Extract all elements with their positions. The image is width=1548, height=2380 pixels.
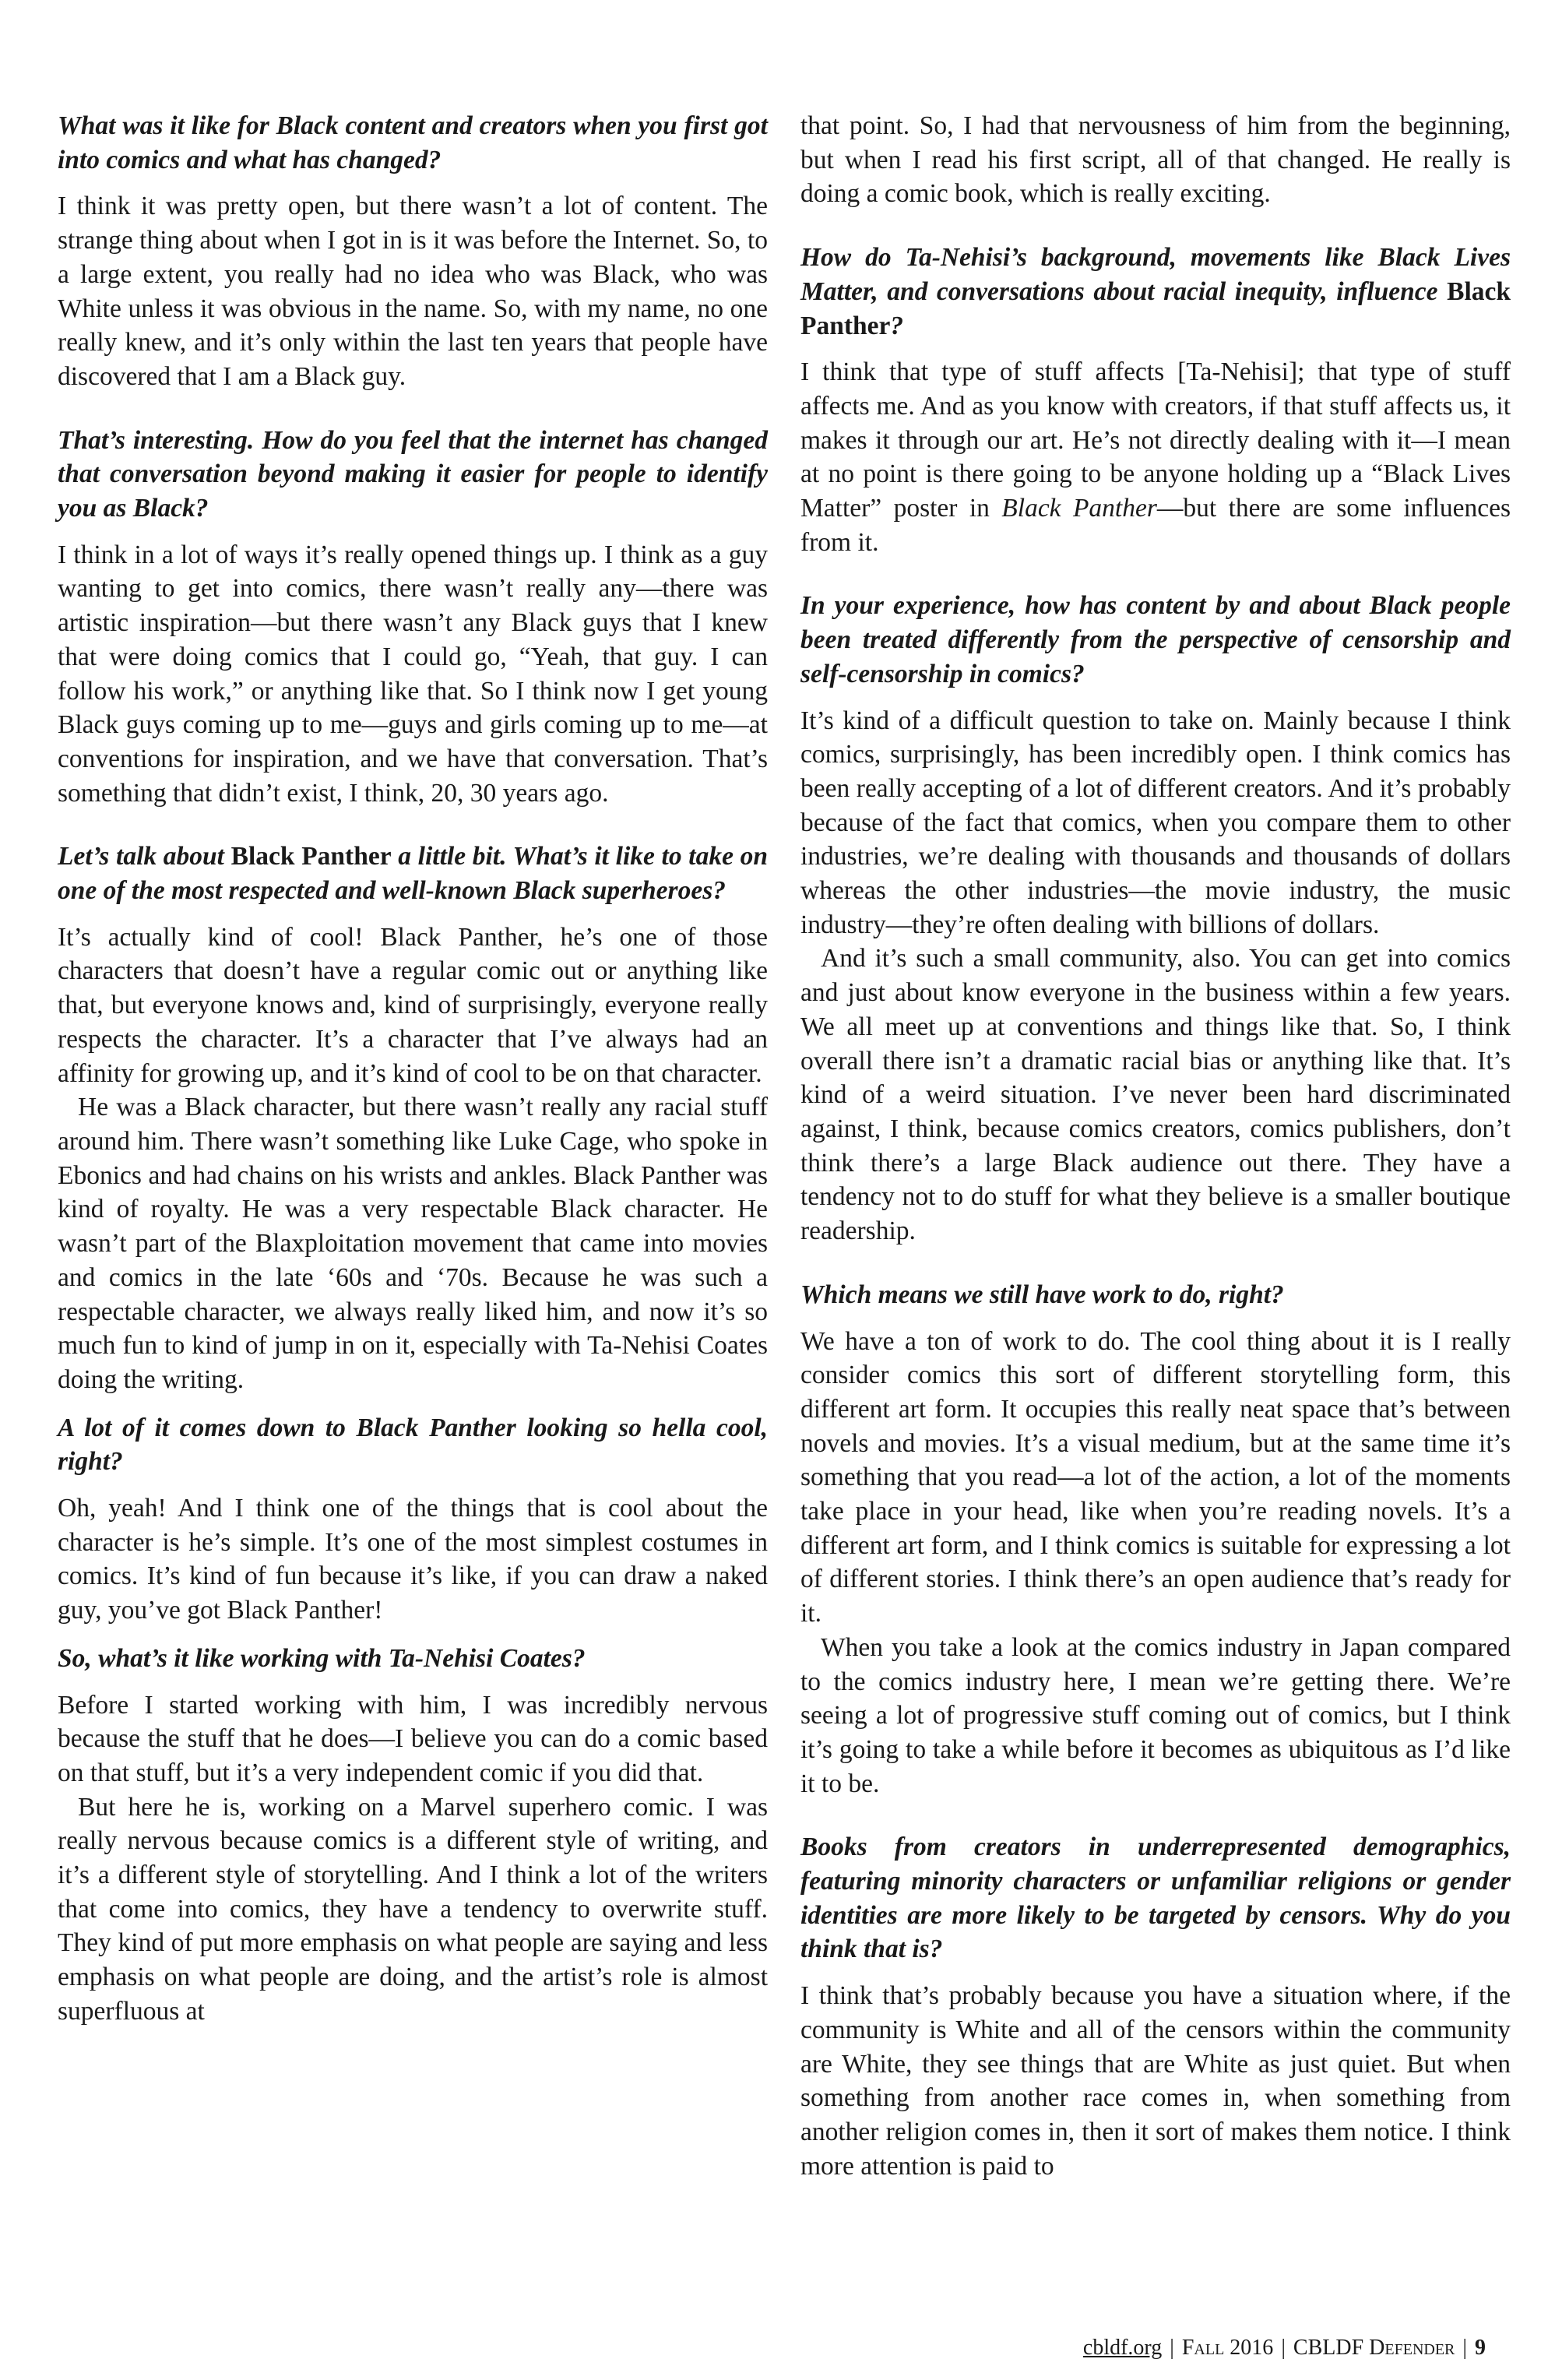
- question: [800, 241, 1511, 343]
- question: [58, 840, 768, 907]
- question: In your experience, how has content by and about Black people been treated differently from the perspective of censorship and self-censorship in comics?: [800, 591, 1511, 688]
- comic-title: Black Panther: [800, 276, 1511, 340]
- question-text: How do Ta-Nehisi’s background, movements like Black Lives Matter, and conversations about racial inequity, influence: [800, 243, 1511, 306]
- question: Which means we still have work to do, right?: [800, 1280, 1284, 1309]
- answer-paragraph: I think in a lot of ways it’s really opened things up. I think as a guy wanting to get into comics, there wasn’t really any—there was artistic inspiration—but there wasn’t any Black guys that I knew that were doing comics that I could go, “Yeah, that guy. I can follow his work,” or anything like that. So I think now I get young Black guys coming up to me—guys and girls coming up to me—at conventions for inspiration, and we have that conversation. That’s something that didn’t exist, I think, 20, 30 years ago.: [58, 540, 768, 808]
- answer-text: I think that type of stuff affects [Ta-Nehisi]; that type of stuff affects me. And as you know with creators, if that stuff affects us, it makes it through our art. He’s not directly dealing with it—I mean at no point is there going to be anyone holding up a “Black Lives Matter” poster in: [800, 357, 1511, 523]
- answer-paragraph: When you take a look at the comics industry in Japan compared to the comics industry here, I mean we’re getting there. We’re seeing a lot of progressive stuff coming out of comics, but I think it’s going to take a while before it becomes as ubiquitous as I’d like it to be.: [800, 1632, 1511, 1798]
- right-column: [800, 109, 1511, 2183]
- answer-paragraph: It’s kind of a difficult question to take on. Mainly because I think comics, surprisingly, has been incredibly open. I think comics has been really accepting of a lot of different creators. And it’s probably because of the fact that comics, when you compare them to other industries, we’re dealing with thousands and thousands of dollars whereas the other industries—the movie industry, the music industry—they’re often dealing with billions of dollars.: [800, 706, 1511, 939]
- page-footer: [1083, 2335, 1486, 2361]
- question: What was it like for Black content and creators when you first got into comics and what has changed?: [58, 111, 768, 174]
- publication-name: CBLDF Defender: [1293, 2336, 1455, 2360]
- answer-paragraph: I think it was pretty open, but there wasn’t a lot of content. The strange thing about when I got in is it was before the Internet. So, to a large extent, you really had no idea who was Black, who was White unless it was obvious in the name. So, with my name, no one really knew, and it’s only within the last ten years that people have discovered that I am a Black guy.: [58, 192, 768, 391]
- answer-paragraph: I think that’s probably because you have a situation where, if the community is White and all of the censors within the community are White, they see things that are White as just quiet. But when something from another race comes in, when something from another religion comes in, then it sort of makes them notice. I think more attention is paid to: [800, 1981, 1511, 2181]
- question: That’s interesting. How do you feel that the internet has changed that conversation beyond making it easier for people to identify you as Black?: [58, 425, 768, 523]
- question: So, what’s it like working with Ta-Nehisi Coates?: [58, 1643, 586, 1673]
- answer-paragraph: Oh, yeah! And I think one of the things that is cool about the character is he’s simple. It’s one of the most simplest costumes in comics. It’s kind of fun because it’s like, if you can draw a naked guy, you’ve got Black Panther!: [58, 1494, 768, 1625]
- comic-title: Black Panther: [230, 842, 392, 871]
- issue-label: Fall 2016: [1181, 2336, 1274, 2360]
- answer-paragraph: that point. So, I had that nervousness of him from the beginning, but when I read his first script, all of that changed. He really is doing a comic book, which is really exciting.: [800, 111, 1511, 209]
- answer-paragraph: [800, 355, 1511, 559]
- page-number: 9: [1475, 2336, 1486, 2360]
- question-text: a little bit. What’s it like to take on one of the most respected and well-known Black superheroes?: [58, 842, 768, 906]
- footer-separator: |: [1170, 2336, 1174, 2360]
- answer-paragraph: It’s actually kind of cool! Black Panther, he’s one of those characters that doesn’t have a regular comic out or anything like that, but everyone knows and, kind of surprisingly, everyone really respects the character. It’s a character that I’ve always had an affinity for growing up, and it’s kind of cool to be on that character.: [58, 922, 768, 1088]
- answer-paragraph: He was a Black character, but there wasn’t really any racial stuff around him. There wasn’t something like Luke Cage, who spoke in Ebonics and had chains on his wrists and ankles. Black Panther was kind of royalty. He was a very respectable Black character. He wasn’t part of the Blaxploitation movement that came into movies and comics in the late ‘60s and ‘70s. Because he was such a respectable character, we always really liked him, and now it’s so much fun to kind of jump in on it, especially with Ta-Nehisi Coates doing the writing.: [58, 1093, 768, 1394]
- answer-paragraph: And it’s such a small community, also. You can get into comics and just about know everyone in the business within a few years. We all meet up at conventions and things like that. So, I think overall there isn’t a dramatic racial bias or anything like that. It’s kind of a weird situation. I’ve never been hard discriminated against, I think, because comics creators, comics publishers, don’t think there’s a large Black audience out there. They have a tendency not to do stuff for what they believe is a smaller boutique readership.: [800, 944, 1511, 1246]
- answer-paragraph: We have a ton of work to do. The cool thing about it is I really consider comics this sort of different storytelling form, this different art form. It occupies this really neat space that’s between novels and movies. It’s a visual medium, but at the same time it’s something that you read—a lot of the action, a lot of the moments take place in your head, like when you’re reading novels. It’s a different art form, and I think comics is suitable for expressing a lot of different stories. I think there’s an open audience that’s ready for it.: [800, 1326, 1511, 1628]
- footer-separator: |: [1281, 2336, 1286, 2360]
- question-text: ?: [890, 311, 904, 340]
- comic-title: Black Panther: [1001, 494, 1157, 523]
- question-text: Let’s talk about: [58, 842, 231, 871]
- question: Books from creators in underrepresented demographics, featuring minority characters or unfamiliar religions or gender identities are more likely to be targeted by censors. Why do you think that is?: [800, 1833, 1511, 1964]
- left-column: [58, 109, 768, 2029]
- answer-paragraph: Before I started working with him, I was incredibly nervous because the stuff that he does—I believe you can do a comic based on that stuff, but it’s a very independent comic if you did that.: [58, 1690, 768, 1787]
- answer-text: —but there are some influences from it.: [800, 494, 1511, 557]
- footer-separator: |: [1462, 2336, 1467, 2360]
- question: A lot of it comes down to Black Panther looking so hella cool, right?: [58, 1413, 768, 1477]
- site-link[interactable]: cbldf.org: [1082, 2336, 1163, 2360]
- answer-paragraph: But here he is, working on a Marvel superhero comic. I was really nervous because comics is a different style of writing, and it’s a different style of storytelling. And I think a lot of the writers that come into comics, they have a tendency to overwrite stuff. They kind of put more emphasis on what people are saying and less emphasis on what people are doing, and the artist’s role is almost superfluous at: [58, 1792, 768, 2026]
